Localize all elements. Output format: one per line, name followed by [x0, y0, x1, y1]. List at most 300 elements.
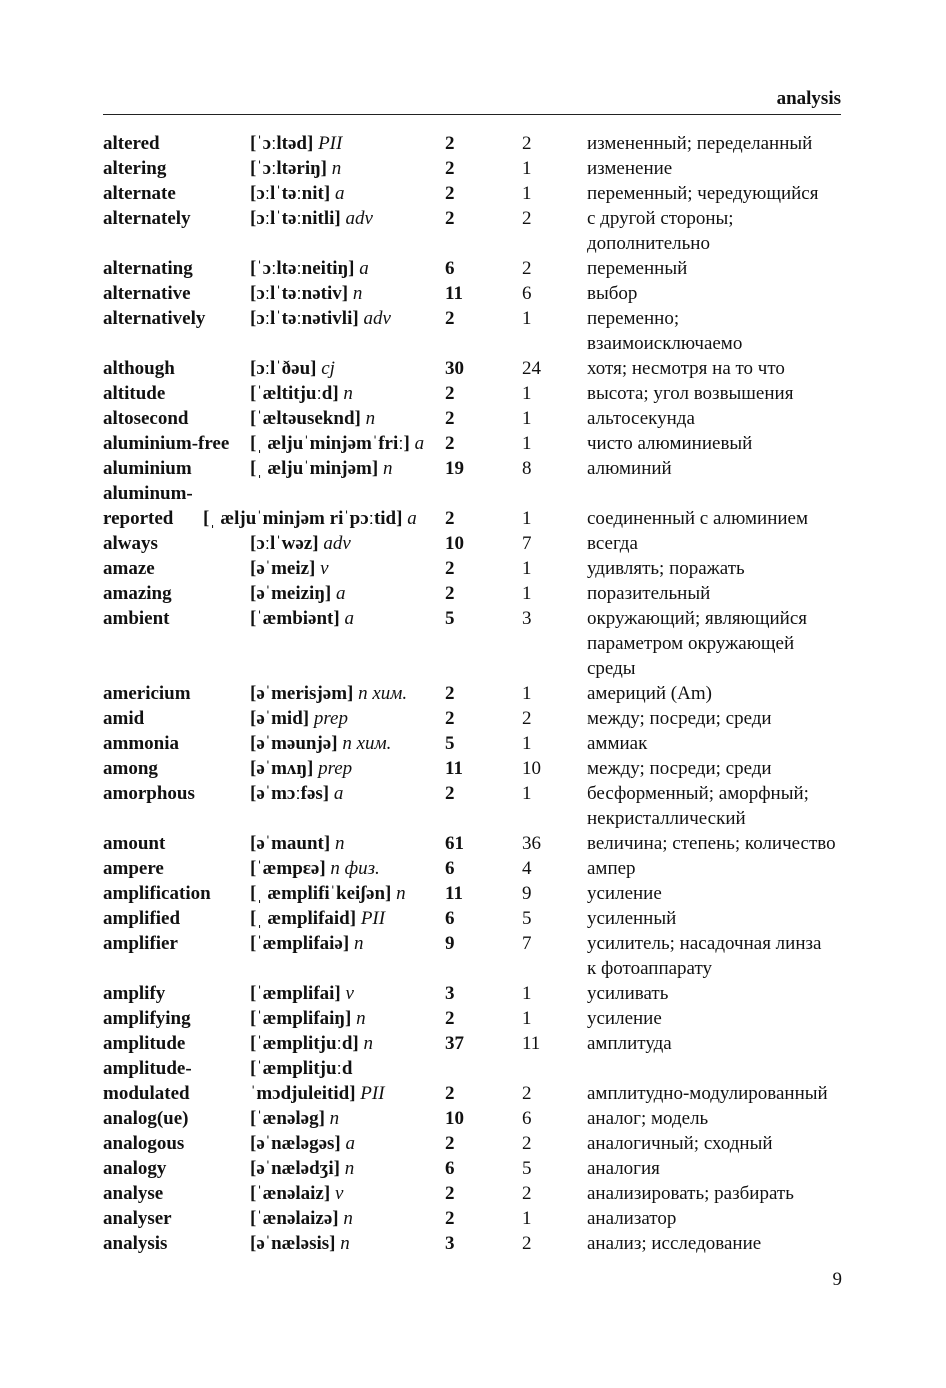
dictionary-entry: [0, 1231, 946, 1256]
frequency-texts: 5: [522, 1158, 532, 1179]
ipa-transcription: [ˌ æljuˈminjəm]: [250, 458, 379, 479]
pronunciation: [250, 781, 343, 806]
dictionary-entry: [0, 356, 946, 381]
frequency-total: 2: [445, 1008, 455, 1029]
part-of-speech: n: [356, 1008, 366, 1029]
pronunciation: [250, 1156, 354, 1181]
frequency-total: 2: [445, 383, 455, 404]
pronunciation: [250, 531, 351, 556]
headword: aluminium: [103, 458, 192, 479]
translation-line: амплитуда: [587, 1033, 672, 1054]
translation-line: аммиак: [587, 733, 648, 754]
dictionary-entry: [0, 756, 946, 781]
pronunciation: [250, 1006, 366, 1031]
frequency-texts: 2: [522, 1183, 532, 1204]
frequency-texts: 2: [522, 1083, 532, 1104]
dictionary-entry: [0, 531, 946, 556]
dictionary-entry: [0, 156, 946, 181]
translation-line: высота; угол возвышения: [587, 383, 794, 404]
translation-line: удивлять; поражать: [587, 558, 745, 579]
translation-line: амплитудно-модулированный: [587, 1083, 828, 1104]
part-of-speech: n: [329, 1108, 340, 1129]
frequency-texts: 11: [522, 1033, 541, 1054]
headword: aluminium-free: [103, 433, 230, 454]
pronunciation: [250, 431, 424, 456]
frequency-total: 2: [445, 308, 455, 329]
translation-line: переменный: [587, 258, 688, 279]
pronunciation: [250, 581, 345, 606]
translation-line: параметром окружающей: [587, 633, 795, 654]
frequency-total: 2: [445, 508, 455, 529]
part-of-speech: n: [343, 1208, 353, 1229]
pronunciation: [250, 1231, 350, 1256]
ipa-transcription: [ɔːlˈtəːnətiv]: [250, 283, 349, 304]
part-of-speech: v: [345, 983, 354, 1004]
translation-line: анализ; исследование: [587, 1233, 762, 1254]
frequency-texts: 2: [522, 208, 532, 229]
dictionary-entries: [0, 131, 946, 1256]
frequency-total: 6: [445, 908, 455, 929]
ipa-transcription: [əˈmɔːfəs]: [250, 783, 330, 804]
frequency-texts: 2: [522, 1133, 532, 1154]
pronunciation: [250, 756, 352, 781]
dictionary-entry: [0, 856, 946, 881]
part-of-speech: n: [353, 933, 364, 954]
translation-line: аналогичный; сходный: [587, 1133, 773, 1154]
headword: alternately: [103, 208, 191, 229]
ipa-transcription: [ɔːlˈwəz]: [250, 533, 319, 554]
part-of-speech: n хим.: [358, 683, 408, 704]
headword: altosecond: [103, 408, 189, 429]
frequency-total: 19: [445, 458, 464, 479]
dictionary-entry: [0, 481, 946, 531]
frequency-total: 2: [445, 133, 455, 154]
frequency-total: 2: [445, 1133, 455, 1154]
frequency-total: 2: [445, 783, 455, 804]
pronunciation: [250, 356, 335, 381]
translation-line: усиливать: [587, 983, 669, 1004]
running-header-word: analysis: [776, 88, 841, 109]
frequency-total: 5: [445, 608, 455, 629]
translation-line: поразительный: [587, 583, 711, 604]
ipa-transcription: [ˌ æljuˈminjəm riˈpɔːtid]: [203, 508, 403, 529]
frequency-texts: 8: [522, 458, 532, 479]
translation-line: усилитель; насадочная линза: [587, 933, 822, 954]
translation-line: всегда: [587, 533, 638, 554]
translation-line: между; посреди; среди: [587, 708, 772, 729]
translation-line: альтосекунда: [587, 408, 695, 429]
ipa-transcription: ˈmɔdjuleitid]: [250, 1083, 356, 1104]
ipa-transcription: [ˌ æmplifaid]: [250, 908, 357, 929]
headword: amplitude: [103, 1033, 186, 1054]
headword: amplifying: [103, 1008, 191, 1029]
headword: analysis: [103, 1233, 168, 1254]
translation-line: аналог; модель: [587, 1108, 709, 1129]
pronunciation: [250, 1056, 352, 1081]
frequency-total: 2: [445, 1208, 455, 1229]
headword: alternatively: [103, 308, 206, 329]
headword: analogy: [103, 1158, 167, 1179]
dictionary-entry: [0, 906, 946, 931]
part-of-speech: a: [335, 583, 346, 604]
pronunciation: [250, 406, 375, 431]
frequency-total: 6: [445, 1158, 455, 1179]
frequency-total: 2: [445, 208, 455, 229]
translation-line: аналогия: [587, 1158, 660, 1179]
frequency-texts: 2: [522, 708, 532, 729]
translation-line: между; посреди; среди: [587, 758, 772, 779]
pronunciation: [250, 1131, 355, 1156]
ipa-transcription: [ɔːlˈtəːnitli]: [250, 208, 341, 229]
ipa-transcription: [ˈæmplifaiŋ]: [250, 1008, 352, 1029]
part-of-speech: n: [331, 158, 342, 179]
part-of-speech: n: [363, 1033, 373, 1054]
frequency-texts: 2: [522, 133, 532, 154]
frequency-total: 5: [445, 733, 455, 754]
dictionary-entry: [0, 931, 946, 981]
dictionary-entry: [0, 706, 946, 731]
header-divider: [103, 114, 841, 115]
dictionary-entry: [0, 456, 946, 481]
ipa-transcription: [ˌ æljuˈminjəmˈfriː]: [250, 433, 410, 454]
translation-line: переменно;: [587, 308, 680, 329]
headword: analog(ue): [103, 1108, 189, 1129]
dictionary-entry: [0, 556, 946, 581]
translation-line: бесформенный; аморфный;: [587, 783, 809, 804]
pronunciation: [250, 831, 344, 856]
frequency-total: 61: [445, 833, 464, 854]
part-of-speech: a: [333, 783, 344, 804]
ipa-transcription: [ˈæmplitjuːd]: [250, 1033, 359, 1054]
frequency-total: 9: [445, 933, 455, 954]
frequency-total: 2: [445, 183, 455, 204]
ipa-transcription: [ɔːlˈðəu]: [250, 358, 317, 379]
part-of-speech: a: [334, 183, 345, 204]
headword: amplified: [103, 908, 181, 929]
pronunciation: [250, 256, 369, 281]
part-of-speech: n: [344, 1158, 355, 1179]
frequency-texts: 1: [522, 983, 532, 1004]
part-of-speech: n: [365, 408, 376, 429]
ipa-transcription: [ˈænəlaizə]: [250, 1208, 339, 1229]
frequency-total: 2: [445, 1083, 455, 1104]
frequency-total: 2: [445, 1183, 455, 1204]
pronunciation: [250, 556, 329, 581]
part-of-speech: cj: [321, 358, 335, 379]
dictionary-entry: [0, 206, 946, 256]
ipa-transcription: [ˈæltitjuːd]: [250, 383, 339, 404]
ipa-transcription: [ˈæmplifai]: [250, 983, 341, 1004]
dictionary-entry: [0, 781, 946, 831]
headword: americium: [103, 683, 191, 704]
frequency-texts: 2: [522, 258, 532, 279]
pronunciation: [250, 681, 407, 706]
frequency-texts: 1: [522, 183, 532, 204]
translation-line: взаимоисключаемо: [587, 333, 743, 354]
frequency-texts: 1: [522, 1008, 532, 1029]
headword: alternating: [103, 258, 193, 279]
frequency-total: 10: [445, 1108, 464, 1129]
frequency-texts: 1: [522, 383, 532, 404]
ipa-transcription: [əˈnæləgəs]: [250, 1133, 341, 1154]
part-of-speech: v: [334, 1183, 344, 1204]
headword: alternate: [103, 183, 176, 204]
pronunciation: [250, 906, 385, 931]
dictionary-entry: [0, 1131, 946, 1156]
translation-line: изменение: [587, 158, 673, 179]
dictionary-entry: [0, 1206, 946, 1231]
ipa-transcription: [ˈæmplitjuːd: [250, 1058, 353, 1079]
pronunciation: [203, 506, 417, 531]
dictionary-entry: [0, 381, 946, 406]
ipa-transcription: [ˈæmpɛə]: [250, 858, 326, 879]
frequency-texts: 1: [522, 433, 532, 454]
part-of-speech: n: [382, 458, 393, 479]
part-of-speech: n: [340, 1233, 350, 1254]
pronunciation: [250, 306, 391, 331]
frequency-texts: 1: [522, 558, 532, 579]
ipa-transcription: [əˈmerisjəm]: [250, 683, 354, 704]
pronunciation: [250, 456, 392, 481]
frequency-texts: 1: [522, 508, 532, 529]
ipa-transcription: [əˈmeiziŋ]: [250, 583, 332, 604]
translation-line: усиление: [587, 1008, 662, 1029]
ipa-transcription: [əˈməunjə]: [250, 733, 338, 754]
headword: amount: [103, 833, 166, 854]
translation-line: ампер: [587, 858, 636, 879]
ipa-transcription: [ˈɔːltəd]: [250, 133, 314, 154]
ipa-transcription: [ˈænələg]: [250, 1108, 325, 1129]
headword: altering: [103, 158, 167, 179]
frequency-texts: 6: [522, 283, 532, 304]
part-of-speech: v: [320, 558, 329, 579]
dictionary-entry: [0, 881, 946, 906]
dictionary-entry: [0, 606, 946, 681]
dictionary-entry: [0, 1056, 946, 1106]
frequency-total: 2: [445, 408, 455, 429]
frequency-total: 3: [445, 1233, 455, 1254]
headword: analyse: [103, 1183, 164, 1204]
ipa-transcription: [ˈæltəuseknd]: [250, 408, 361, 429]
headword: ampere: [103, 858, 164, 879]
part-of-speech: PII: [360, 908, 386, 929]
frequency-texts: 9: [522, 883, 532, 904]
frequency-total: 2: [445, 158, 455, 179]
frequency-texts: 7: [522, 933, 532, 954]
translation-line: выбор: [587, 283, 638, 304]
dictionary-entry: [0, 681, 946, 706]
frequency-texts: 1: [522, 1208, 532, 1229]
ipa-transcription: [ˈæmbiənt]: [250, 608, 340, 629]
dictionary-entry: [0, 581, 946, 606]
headword: analogous: [103, 1133, 185, 1154]
translation-line: усиленный: [587, 908, 677, 929]
ipa-transcription: [ˌ æmplifiˈkeiʃən]: [250, 883, 392, 904]
translation-line: окружающий; являющийся: [587, 608, 807, 629]
frequency-texts: 1: [522, 733, 532, 754]
translation-line: с другой стороны;: [587, 208, 734, 229]
headword: amplify: [103, 983, 166, 1004]
headword: amaze: [103, 558, 155, 579]
part-of-speech: a: [345, 1133, 355, 1154]
part-of-speech: n: [396, 883, 406, 904]
dictionary-entry: [0, 281, 946, 306]
part-of-speech: prep: [318, 758, 353, 779]
part-of-speech: n: [352, 283, 363, 304]
part-of-speech: n: [343, 383, 353, 404]
translation-line: некристаллический: [587, 808, 746, 829]
frequency-total: 2: [445, 583, 455, 604]
pronunciation: [250, 281, 362, 306]
headword: amplitude-: [103, 1058, 192, 1079]
pronunciation: [250, 856, 380, 881]
frequency-total: 11: [445, 283, 463, 304]
headword: analyser: [103, 1208, 172, 1229]
frequency-total: 2: [445, 683, 455, 704]
translation-line: чисто алюминиевый: [587, 433, 753, 454]
translation-line: среды: [587, 658, 636, 679]
translation-line: хотя; несмотря на то что: [587, 358, 785, 379]
translation-line: усиление: [587, 883, 662, 904]
frequency-texts: 1: [522, 308, 532, 329]
dictionary-entry: [0, 1006, 946, 1031]
translation-line: к фотоаппарату: [587, 958, 713, 979]
frequency-texts: 3: [522, 608, 532, 629]
pronunciation: [250, 206, 373, 231]
ipa-transcription: [ˈænəlaiz]: [250, 1183, 331, 1204]
headword: always: [103, 533, 158, 554]
translation-line: переменный; чередующийся: [587, 183, 819, 204]
dictionary-entry: [0, 181, 946, 206]
ipa-transcription: [ɔːlˈtəːnətivli]: [250, 308, 359, 329]
frequency-total: 6: [445, 858, 455, 879]
dictionary-entry: [0, 831, 946, 856]
pronunciation: [250, 381, 353, 406]
frequency-texts: 36: [522, 833, 541, 854]
dictionary-entry: [0, 1181, 946, 1206]
pronunciation: [250, 1106, 339, 1131]
ipa-transcription: [əˈnæləsis]: [250, 1233, 336, 1254]
ipa-transcription: [ˈɔːltəriŋ]: [250, 158, 328, 179]
part-of-speech: PII: [318, 133, 343, 154]
frequency-total: 2: [445, 558, 455, 579]
pronunciation: [250, 181, 344, 206]
frequency-texts: 1: [522, 158, 532, 179]
headword: amorphous: [103, 783, 195, 804]
frequency-texts: 5: [522, 908, 532, 929]
headword: although: [103, 358, 175, 379]
ipa-transcription: [ɔːlˈtəːnit]: [250, 183, 331, 204]
dictionary-entry: [0, 981, 946, 1006]
pronunciation: [250, 731, 391, 756]
frequency-total: 6: [445, 258, 455, 279]
frequency-texts: 24: [522, 358, 541, 379]
pronunciation: [250, 1181, 343, 1206]
pronunciation: [250, 131, 342, 156]
dictionary-entry: [0, 306, 946, 356]
frequency-total: 11: [445, 883, 463, 904]
headword: amid: [103, 708, 145, 729]
ipa-transcription: [əˈmʌŋ]: [250, 758, 314, 779]
frequency-total: 11: [445, 758, 463, 779]
ipa-transcription: [əˈmid]: [250, 708, 310, 729]
frequency-total: 3: [445, 983, 455, 1004]
translation-line: анализировать; разбирать: [587, 1183, 794, 1204]
translation-line: соединенный с алюминием: [587, 508, 808, 529]
frequency-total: 30: [445, 358, 464, 379]
translation-line: анализатор: [587, 1208, 677, 1229]
pronunciation: [250, 1081, 385, 1106]
pronunciation: [250, 881, 406, 906]
headword: ambient: [103, 608, 170, 629]
translation-line: америций (Am): [587, 683, 712, 704]
ipa-transcription: [əˈnælədʒi]: [250, 1158, 340, 1179]
frequency-total: 2: [445, 433, 455, 454]
frequency-texts: 6: [522, 1108, 532, 1129]
part-of-speech: a: [414, 433, 425, 454]
dictionary-entry: [0, 1156, 946, 1181]
translation-line: алюминий: [587, 458, 672, 479]
frequency-texts: 1: [522, 783, 532, 804]
headword-continuation: reported: [103, 508, 174, 529]
page-number: 9: [832, 1269, 842, 1290]
frequency-texts: 1: [522, 583, 532, 604]
frequency-texts: 1: [522, 408, 532, 429]
dictionary-entry: [0, 406, 946, 431]
ipa-transcription: [ˈæmplifaiə]: [250, 933, 350, 954]
part-of-speech: n: [334, 833, 345, 854]
pronunciation: [250, 981, 354, 1006]
headword: amplification: [103, 883, 211, 904]
headword: among: [103, 758, 158, 779]
translation-line: измененный; переделанный: [587, 133, 813, 154]
ipa-transcription: [ˈɔːltəːneitiŋ]: [250, 258, 355, 279]
frequency-texts: 7: [522, 533, 532, 554]
headword: alternative: [103, 283, 191, 304]
translation-line: дополнительно: [587, 233, 710, 254]
part-of-speech: n физ.: [330, 858, 380, 879]
frequency-texts: 2: [522, 1233, 532, 1254]
dictionary-entry: [0, 431, 946, 456]
headword-continuation: modulated: [103, 1083, 190, 1104]
pronunciation: [250, 706, 348, 731]
headword: altered: [103, 133, 160, 154]
frequency-texts: 1: [522, 683, 532, 704]
headword: amazing: [103, 583, 172, 604]
frequency-texts: 4: [522, 858, 532, 879]
pronunciation: [250, 1206, 353, 1231]
pronunciation: [250, 931, 363, 956]
frequency-texts: 10: [522, 758, 541, 779]
part-of-speech: a: [344, 608, 354, 629]
dictionary-entry: [0, 1031, 946, 1056]
pronunciation: [250, 606, 354, 631]
frequency-total: 10: [445, 533, 464, 554]
part-of-speech: adv: [345, 208, 373, 229]
part-of-speech: a: [407, 508, 417, 529]
dictionary-entry: [0, 1106, 946, 1131]
dictionary-entry: [0, 256, 946, 281]
part-of-speech: adv: [363, 308, 391, 329]
part-of-speech: prep: [313, 708, 348, 729]
dictionary-entry: [0, 731, 946, 756]
part-of-speech: adv: [323, 533, 351, 554]
headword: aluminum-: [103, 483, 193, 504]
translation-line: величина; степень; количество: [587, 833, 836, 854]
frequency-total: 37: [445, 1033, 464, 1054]
part-of-speech: PII: [360, 1083, 385, 1104]
dictionary-entry: [0, 131, 946, 156]
